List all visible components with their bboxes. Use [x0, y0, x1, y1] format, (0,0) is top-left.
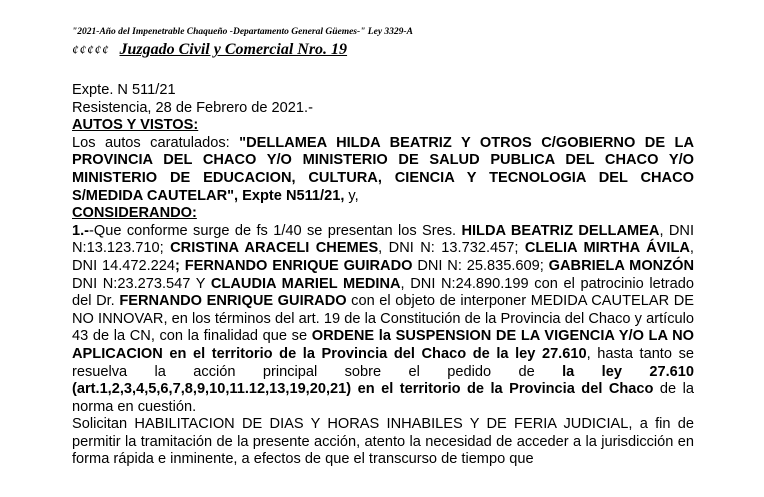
p1-text-2: , DNI N:13.123.710;: [72, 222, 695, 257]
party-name-3: CLELIA MIRTHA ÁVILA: [524, 240, 690, 257]
paragraph-number: 1.-: [72, 222, 90, 239]
expte-number: Expte. N 511/21: [72, 82, 176, 98]
p1-text-7: , DNI N:24.890.199 con el patrocinio letrado del Dr.: [72, 275, 694, 310]
p1-text-9: , hasta tanto se resuelva la acción principal sobre el pedido de: [72, 345, 694, 380]
court-ornament: ¢¢¢¢¢: [72, 42, 110, 57]
p1-text-4: , DNI 14.472.224: [72, 240, 694, 274]
party-name-5: GABRIELA MONZÓN: [548, 257, 695, 274]
caratula: "DELLAMEA HILDA BEATRIZ Y OTROS C/GOBIERNO DE LA PROVINCIA DEL CHACO Y/O MINISTERIO DE SALUD PUBLICA DEL CHACO Y/O MINISTERIO DE EDUCACION, CULTURA, CIENCIA Y TECNOLOGIA DEL CHACO S/MEDIDA CAUTELAR", Expte N511/21,: [72, 134, 694, 204]
party-name-6: CLAUDIA MARIEL MEDINA: [210, 275, 401, 292]
document-body: [72, 82, 694, 469]
court-name: Juzgado Civil y Comercial Nro. 19: [119, 41, 348, 58]
court-header: [72, 41, 347, 59]
autos-intro: Los autos caratulados:: [72, 134, 240, 151]
p1-text-3: , DNI N: 13.732.457;: [378, 240, 525, 257]
lawyer-name: FERNANDO ENRIQUE GUIRADO: [119, 293, 347, 310]
autos-tail: y,: [344, 187, 359, 204]
party-name-2: CRISTINA ARACELI CHEMES: [170, 240, 379, 257]
party-name-4: ; FERNANDO ENRIQUE GUIRADO: [175, 257, 413, 274]
autos-heading: AUTOS Y VISTOS:: [72, 117, 199, 134]
p1-text-8: con el objeto de interponer MEDIDA CAUTELAR DE NO INNOVAR, en los términos del art. 19 de la Constitución de la Provincia del Chaco y artículo 43 de la CN, con la finalidad que se: [72, 293, 694, 345]
p1-text-10: de la norma en cuestión.: [72, 381, 694, 415]
considerando-paragraph-2: Solicitan HABILITACION DE DIAS Y HORAS INHABILES Y DE FERIA JUDICIAL, a fin de permitir la tramitación de la presente acción, atento la necesidad de acceder a la jurisdicción en forma rápida e inminente, a efectos de que el transcurso de tiempo que: [72, 416, 694, 468]
party-name-1: HILDA BEATRIZ DELLAMEA: [461, 222, 660, 239]
p1-text-1: -Que conforme surge de fs 1/40 se presentan los Sres.: [89, 222, 462, 239]
letterhead-motto: "2021-Año del Impenetrable Chaqueño -Departamento General Güemes-" Ley 3329-A: [72, 27, 413, 37]
order-clause: ORDENE la SUSPENSION DE LA VIGENCIA Y/O LA NO APLICACION en el territorio de la Provincia del Chaco de la ley 27.610: [72, 328, 694, 362]
p1-text-5: DNI N: 25.835.609;: [412, 257, 549, 274]
place-date: Resistencia, 28 de Febrero de 2021.-: [72, 99, 313, 116]
autos-paragraph: [72, 135, 694, 205]
p1-text-6: DNI N:23.273.547 Y: [72, 275, 211, 292]
considerando-heading: CONSIDERANDO:: [72, 205, 197, 222]
considerando-paragraph-1: [72, 223, 694, 417]
law-clause: la ley 27.610 (art.1,2,3,4,5,6,7,8,9,10,11.12,13,19,20,21) en el territorio de la Provincia del Chaco: [72, 363, 694, 398]
